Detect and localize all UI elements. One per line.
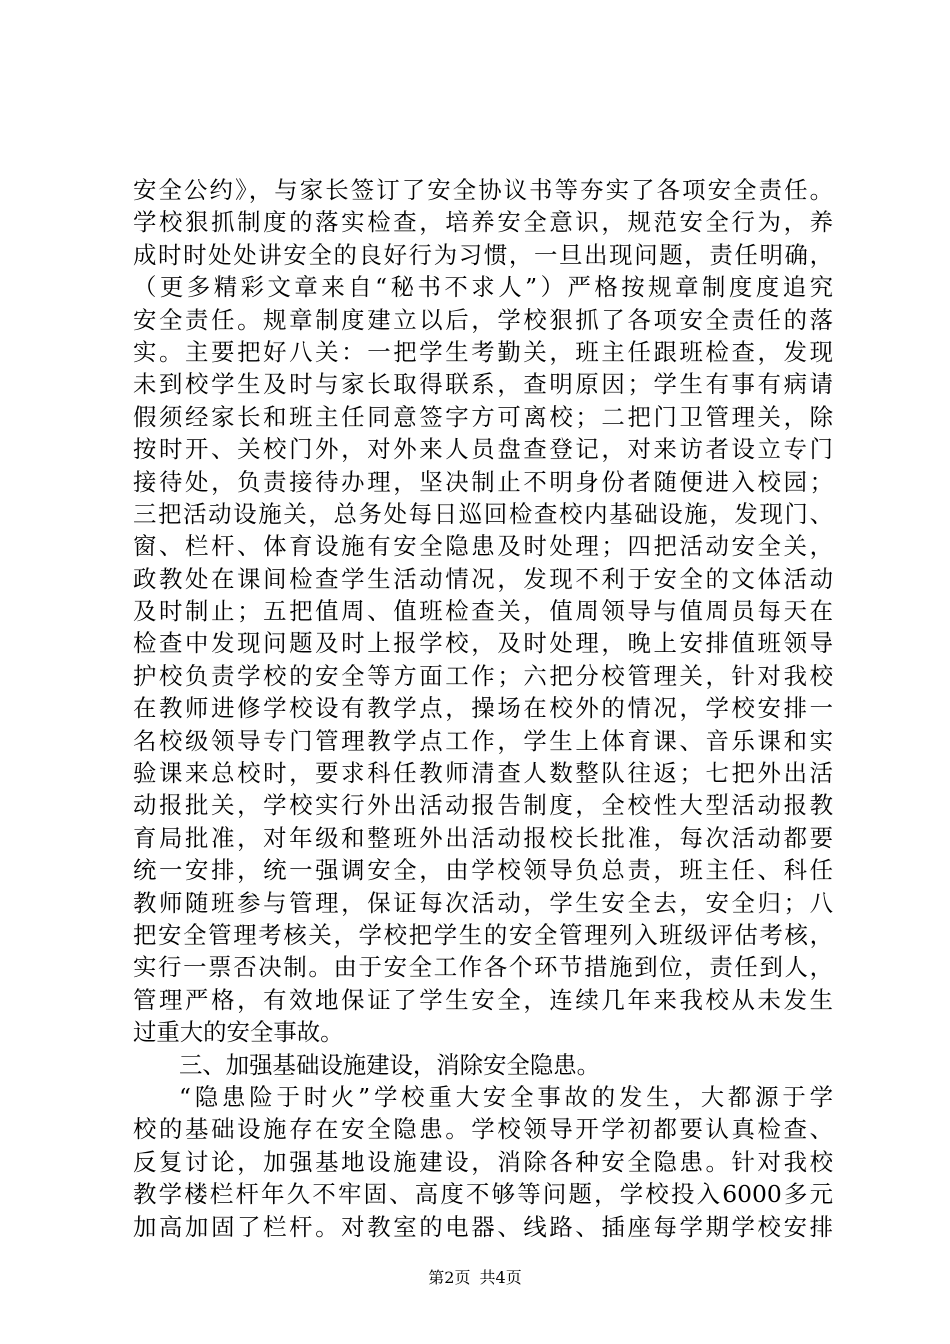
text-line-20: 动报批关，学校实行外出活动报告制度，全校性大型活动报教 [133,791,833,820]
text-line-32: 教学楼栏杆年久不牢固、高度不够等问题，学校投入6000多元 [133,1180,833,1209]
text-line-2: 学校狠抓制度的落实检查，培养安全意识，规范安全行为，养 [133,208,833,237]
text-line-9: 按时开、关校门外，对外来人员盘查登记，对来访者设立专门 [133,435,833,464]
text-line-22: 统一安排，统一强调安全，由学校领导负总责，班主任、科任 [133,856,833,885]
text-line-21: 育局批准，对年级和整班外出活动报校长批准，每次活动都要 [133,823,833,852]
text-line-3: 成时时处处讲安全的良好行为习惯，一旦出现问题，责任明确， [133,240,833,269]
text-line-29: “隐患险于时火”学校重大安全事故的发生，大都源于学 [179,1082,833,1111]
text-line-26: 管理严格，有效地保证了学生安全，连续几年来我校从未发生 [133,985,833,1014]
text-line-24: 把安全管理考核关，学校把学生的安全管理列入班级评估考核， [133,920,833,949]
text-line-12: 窗、栏杆、体育设施有安全隐患及时处理；四把活动安全关， [133,532,833,561]
text-line-19: 验课来总校时，要求科任教师清查人数整队往返；七把外出活 [133,759,833,788]
text-line-27: 过重大的安全事故。 [133,1018,344,1047]
text-line-10: 接待处，负责接待办理，坚决制止不明身份者随便进入校园； [133,467,833,496]
text-line-30: 校的基础设施存在安全隐患。学校领导开学初都要认真检查、 [133,1115,833,1144]
text-line-16: 护校负责学校的安全等方面工作；六把分校管理关，针对我校 [133,661,833,690]
text-line-1: 安全公约》，与家长签订了安全协议书等夯实了各项安全责任。 [133,176,833,204]
text-line-6: 实。主要把好八关：一把学生考勤关，班主任跟班检查，发现 [133,337,833,366]
page-total: 共4页 [479,1268,522,1287]
text-line-33: 加高加固了栏杆。对教室的电器、线路、插座每学期学校安排 [133,1212,833,1241]
text-line-23: 教师随班参与管理，保证每次活动，学生安全去，安全归；八 [133,888,833,917]
text-line-14: 及时制止；五把值周、值班检查关，值周领导与值周员每天在 [133,597,833,626]
text-line-18: 名校级领导专门管理教学点工作，学生上体育课、音乐课和实 [133,726,833,755]
body-text [133,174,833,1243]
page-number: 第2页 [428,1268,471,1287]
text-line-15: 检查中发现问题及时上报学校，及时处理，晚上安排值班领导 [133,629,833,658]
text-line-31: 反复讨论，加强基地设施建设，消除各种安全隐患。针对我校 [133,1147,833,1176]
text-line-8: 假须经家长和班主任同意签字方可离校；二把门卫管理关，除 [133,402,833,431]
text-line-17: 在教师进修学校设有教学点，操场在校外的情况，学校安排一 [133,694,833,723]
text-line-7: 未到校学生及时与家长取得联系，查明原因；学生有事有病请 [133,370,833,399]
page-footer [0,1268,950,1288]
section-heading: 三、加强基础设施建设，消除安全隐患。 [179,1050,601,1079]
text-line-13: 政教处在课间检查学生活动情况，发现不利于安全的文体活动 [133,564,833,593]
text-line-11: 三把活动设施关，总务处每日巡回检查校内基础设施，发现门、 [133,499,833,528]
text-line-4: （更多精彩文章来自“秘书不求人”）严格按规章制度度追究 [133,273,833,302]
text-line-25: 实行一票否决制。由于安全工作各个环节措施到位，责任到人， [133,953,833,982]
text-line-5: 安全责任。规章制度建立以后，学校狠抓了各项安全责任的落 [133,305,833,334]
